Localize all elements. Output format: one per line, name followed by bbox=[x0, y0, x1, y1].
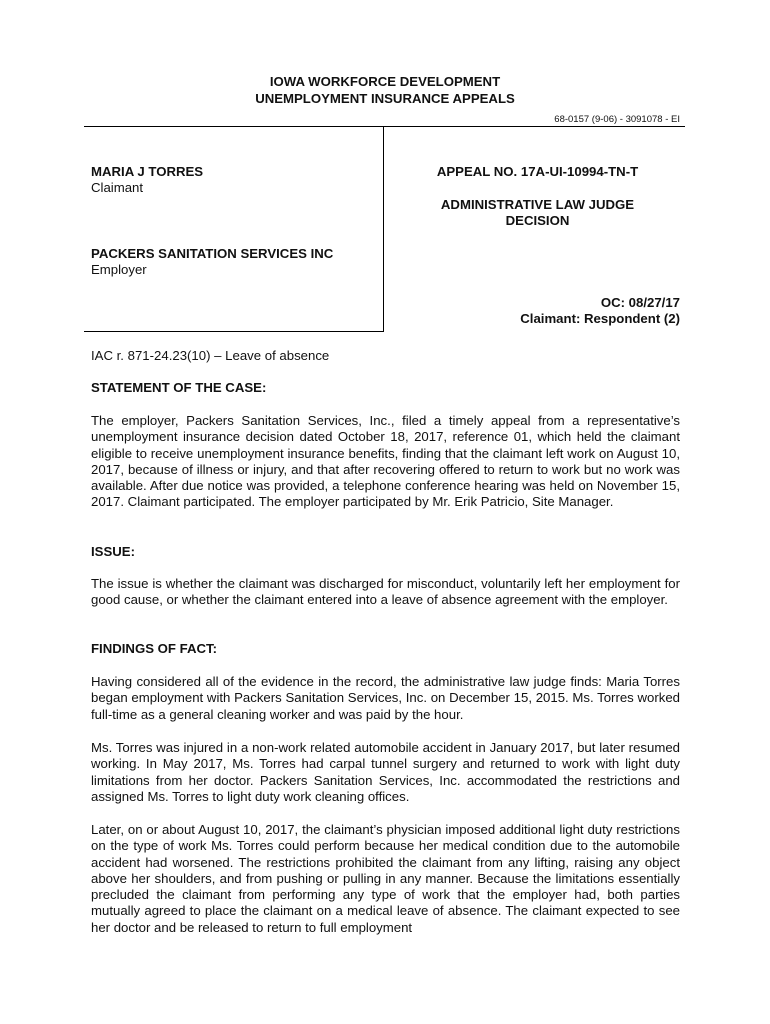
findings-paragraph-2: Ms. Torres was injured in a non-work related automobile accident in January 2017, but later resumed working. In May 2017, Ms. Torres had carpal tunnel surgery and returned to work with light duty limitations from her doctor. Packers Sanitation Services, Inc. accommodated the restrictions and assigned Ms. Torres to light duty work cleaning offices. bbox=[91, 740, 680, 804]
caption-bottom-rule bbox=[84, 331, 384, 332]
claimant-block bbox=[91, 164, 376, 197]
claimant-status: Claimant: Respondent (2) bbox=[520, 311, 680, 327]
employer-role: Employer bbox=[91, 262, 147, 278]
statement-heading: STATEMENT OF THE CASE: bbox=[91, 380, 267, 395]
findings-paragraph-3: Later, on or about August 10, 2017, the claimant’s physician imposed additional light duty restrictions on the type of work Ms. Torres could perform because her medical condition due to the automobile accident had worsened. The restrictions prohibited the claimant from any lifting, raising any object above her shoulders, and from pushing or pulling in any manner. Because the limitations essentially precluded the claimant from performing any type of work that the employer had, both parties mutually agreed to place the claimant on a medical leave of absence. The claimant expected to see her doctor and be released to return to full employment bbox=[91, 822, 680, 935]
issue-paragraph: The issue is whether the claimant was discharged for misconduct, voluntarily left her employment for good cause, or whether the claimant entered into a leave of absence agreement with the employer. bbox=[91, 576, 680, 608]
employer-block bbox=[91, 246, 376, 279]
rule-citation: IAC r. 871-24.23(10) – Leave of absence bbox=[91, 348, 330, 363]
agency-name: IOWA WORKFORCE DEVELOPMENT bbox=[269, 74, 501, 89]
division-name: UNEMPLOYMENT INSURANCE APPEALS bbox=[255, 91, 515, 106]
findings-paragraph-1: Having considered all of the evidence in the record, the administrative law judge finds: Maria Torres began employment with Packers Sanitation Services, Inc. on December 15, 2015. Ms. Torres worked full-time as a general cleaning worker and was paid by the hour. bbox=[91, 674, 680, 722]
caption-top-rule bbox=[84, 126, 685, 127]
claimant-name: MARIA J TORRES bbox=[91, 164, 204, 179]
decision-title-line2: DECISION bbox=[505, 213, 570, 229]
oc-block bbox=[395, 295, 680, 328]
oc-date: OC: 08/27/17 bbox=[600, 295, 680, 310]
form-number: 68-0157 (9-06) - 3091078 - EI bbox=[554, 114, 680, 125]
issue-heading: ISSUE: bbox=[91, 544, 135, 559]
caption-divider bbox=[383, 126, 384, 331]
employer-name: PACKERS SANITATION SERVICES INC bbox=[91, 246, 334, 261]
decision-title bbox=[395, 197, 680, 230]
findings-heading: FINDINGS OF FACT: bbox=[91, 641, 218, 656]
agency-header bbox=[0, 73, 770, 107]
appeal-number: APPEAL NO. 17A-UI-10994-TN-T bbox=[436, 164, 639, 179]
statement-paragraph: The employer, Packers Sanitation Services, Inc., filed a timely appeal from a representative’s unemployment insurance decision dated October 18, 2017, reference 01, which held the claimant eligible to receive unemployment insurance benefits, finding that the claimant left work on August 10, 2017, because of illness or injury, and that after recovering offered to return to work but no work was available. After due notice was provided, a telephone conference hearing was held on November 15, 2017. Claimant participated. The employer participated by Mr. Erik Patricio, Site Manager. bbox=[91, 413, 680, 510]
claimant-role: Claimant bbox=[91, 180, 144, 196]
decision-title-line1: ADMINISTRATIVE LAW JUDGE bbox=[440, 197, 635, 212]
